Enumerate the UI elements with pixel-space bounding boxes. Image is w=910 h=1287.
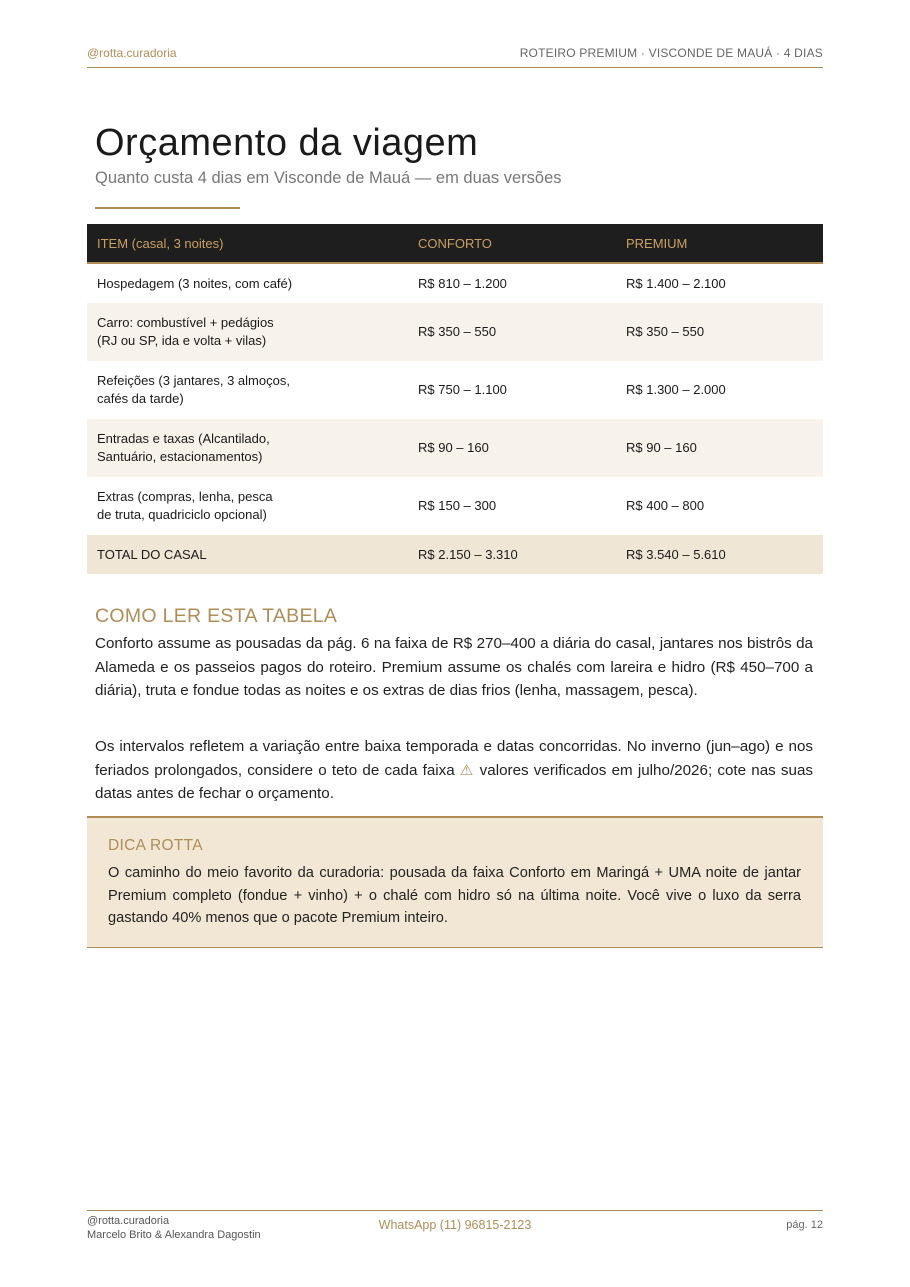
row-item: Extras (compras, lenha, pesca de truta, quadriciclo opcional) [97, 489, 273, 522]
row-premium: R$ 350 – 550 [616, 303, 823, 361]
tip-box [87, 816, 823, 948]
warning-icon: ⚠ [459, 761, 475, 779]
column-header-conforto: CONFORTO [408, 224, 616, 263]
table-row [87, 419, 823, 477]
table-header-row [87, 224, 823, 263]
table-row [87, 477, 823, 535]
row-conforto: R$ 810 – 1.200 [418, 275, 507, 291]
table-row [87, 361, 823, 419]
table-row [87, 303, 823, 361]
tip-title: DICA ROTTA [108, 837, 203, 854]
page-number: pág. 12 [786, 1219, 823, 1231]
row-conforto: R$ 750 – 1.100 [418, 382, 507, 397]
total-premium: R$ 3.540 – 5.610 [616, 535, 823, 574]
budget-table [87, 224, 823, 574]
tip-body: O caminho do meio favorito da curadoria: pousada da faixa Conforto em Maringá + UMA noite de jantar Premium completo (fondue + vinho) + o chalé com hidro só na última noite. Você vive o luxo da serra gastando 40% menos que o pacote Premium inteiro. [108, 865, 801, 926]
row-item: Hospedagem (3 noites, com café) [97, 275, 293, 291]
total-label: TOTAL DO CASAL [87, 535, 408, 574]
row-conforto: R$ 150 – 300 [418, 498, 497, 513]
row-premium: R$ 90 – 160 [616, 419, 823, 477]
row-premium: R$ 1.400 – 2.100 [626, 275, 726, 291]
footer-handle: @rotta.curadoria [87, 1215, 170, 1227]
footer-whatsapp: WhatsApp (11) 96815-2123 [378, 1218, 532, 1232]
title-divider [95, 207, 240, 209]
row-item: Refeições (3 jantares, 3 almoços, cafés da tarde) [97, 373, 290, 406]
row-conforto: R$ 90 – 160 [408, 419, 616, 477]
column-header-item: ITEM (casal, 3 noites) [87, 224, 408, 263]
page-title: Orçamento da viagem [95, 122, 479, 164]
total-conforto: R$ 2.150 – 3.310 [408, 535, 616, 574]
row-conforto: R$ 350 – 550 [408, 303, 616, 361]
table-total-row [87, 535, 823, 574]
brand-handle: @rotta.curadoria [87, 46, 177, 60]
row-item: Carro: combustível + pedágios (RJ ou SP, ida e volta + vilas) [87, 303, 408, 361]
paragraph-conforto-premium: Conforto assume as pousadas da pág. 6 na faixa de R$ 270–400 a diária do casal, jantares nos bistrôs da Alameda e os passeios pagos do roteiro. Premium assume os chalés com lareira e hidro (R$ 450–700 a diária), truta e fondue todas as noites e os extras de dias frios (lenha, massagem, pesca). [95, 635, 813, 699]
paragraph-intervals: Os intervalos refletem a variação entre baixa temporada e datas concorridas. No inverno (jun–ago) e nos feriados prolongados, considere o teto de cada faixa ⚠ valores verificados em julho/2026; cote nas suas datas antes de fechar o orçamento. [95, 738, 813, 802]
page-subtitle: Quanto custa 4 dias em Visconde de Mauá — em duas versões [95, 169, 562, 187]
page-header [87, 46, 823, 68]
row-item: Entradas e taxas (Alcantilado, Santuário, estacionamentos) [87, 419, 408, 477]
row-premium: R$ 1.300 – 2.000 [626, 382, 726, 397]
document-title: ROTEIRO PREMIUM · VISCONDE DE MAUÁ · 4 DIAS [519, 46, 823, 60]
row-premium: R$ 400 – 800 [626, 498, 705, 513]
column-header-premium: PREMIUM [616, 224, 823, 263]
section-heading: COMO LER ESTA TABELA [95, 605, 338, 627]
footer-authors: Marcelo Brito & Alexandra Dagostin [87, 1229, 261, 1241]
page-footer [87, 1210, 823, 1243]
table-row [87, 263, 823, 303]
